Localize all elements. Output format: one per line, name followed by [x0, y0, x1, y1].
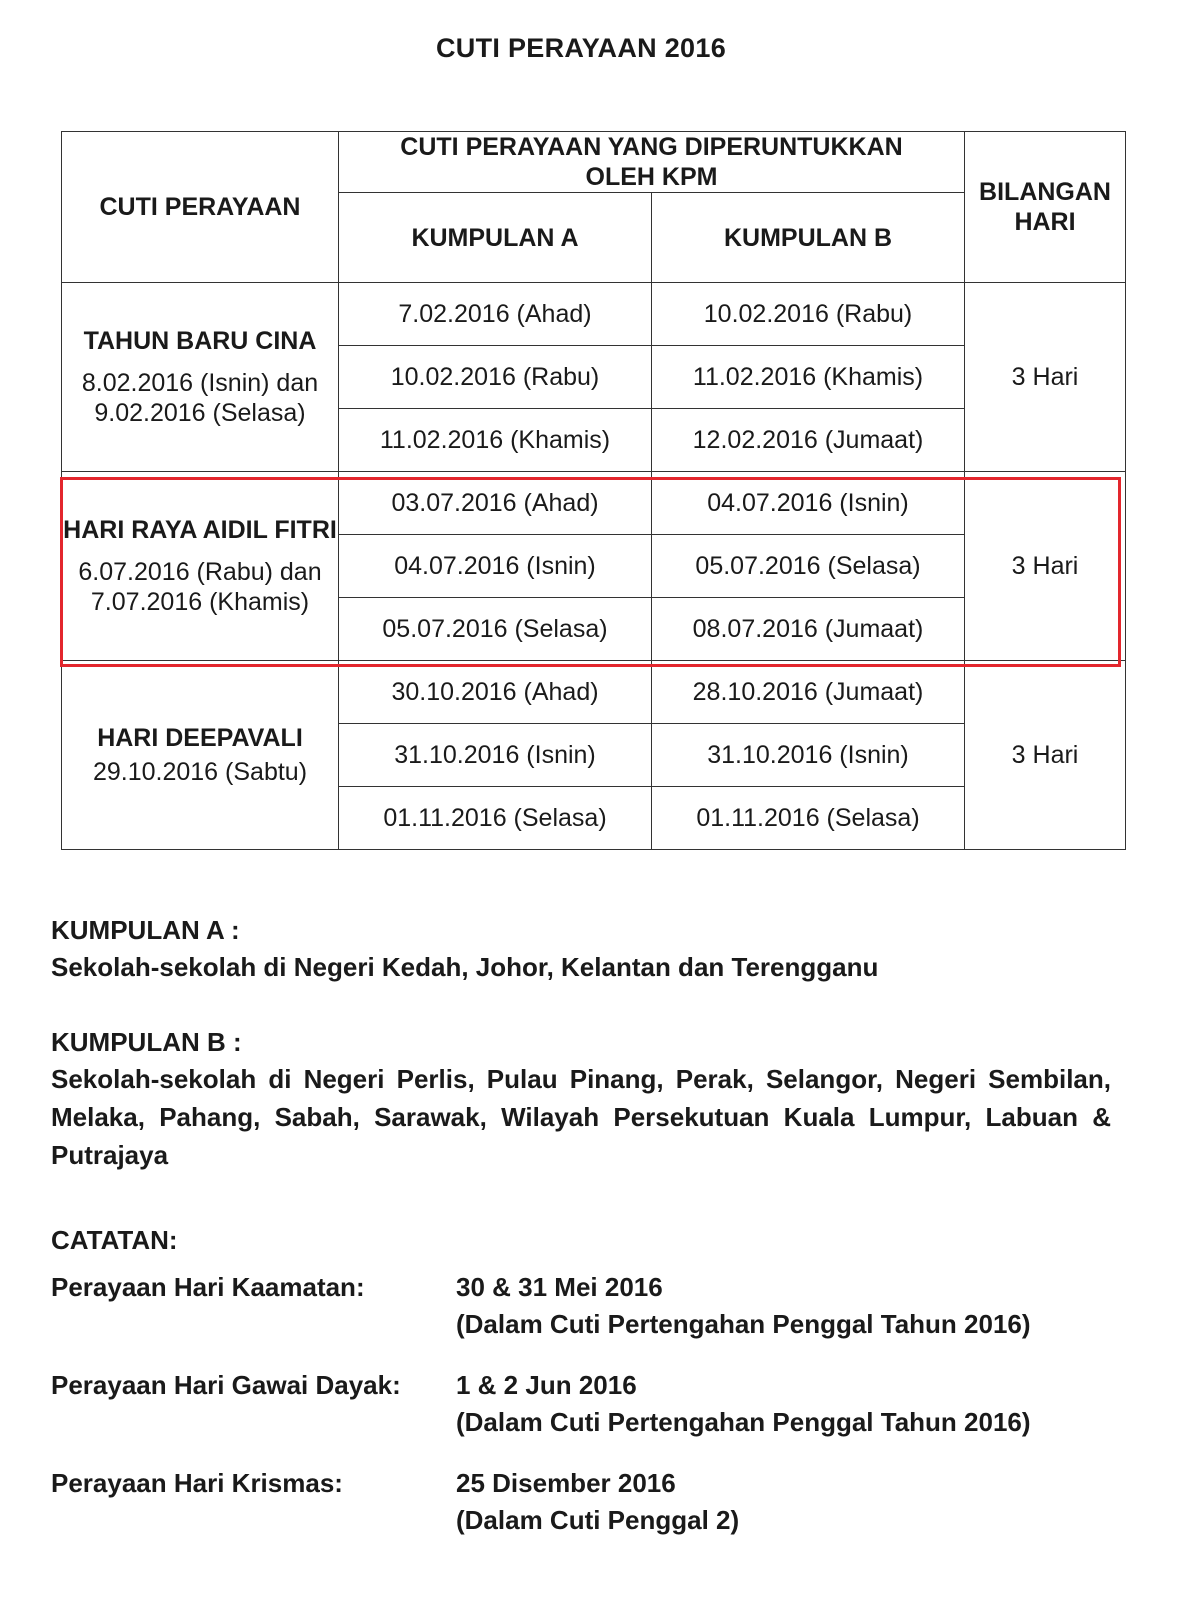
days-count: 3 Hari [965, 283, 1126, 472]
table-row [62, 472, 1126, 535]
festival-date: 6.07.2016 (Rabu) dan [78, 558, 322, 586]
group-a-date: 10.02.2016 (Rabu) [339, 346, 652, 409]
note-date: 30 & 31 Mei 2016 [456, 1272, 663, 1302]
header-festival: CUTI PERAYAAN [62, 132, 339, 283]
festival-date: 8.02.2016 (Isnin) dan [81, 369, 319, 397]
note-label: Perayaan Hari Krismas: [51, 1468, 343, 1498]
group-a-date: 03.07.2016 (Ahad) [339, 472, 652, 535]
festival-date: 29.10.2016 (Sabtu) [92, 758, 308, 786]
header-group-a: KUMPULAN A [339, 193, 652, 283]
festival-cell [62, 283, 339, 472]
header-group-b: KUMPULAN B [652, 193, 965, 283]
days-count: 3 Hari [965, 661, 1126, 850]
notes-heading [51, 1222, 178, 1258]
header-days: BILANGAN HARI [965, 132, 1126, 283]
note-label: Perayaan Hari Kaamatan: [51, 1272, 365, 1302]
group-a-date: 05.07.2016 (Selasa) [339, 598, 652, 661]
group-b-date: 28.10.2016 (Jumaat) [652, 661, 965, 724]
days-count: 3 Hari [965, 472, 1126, 661]
note-date: 1 & 2 Jun 2016 [456, 1370, 637, 1400]
page-title: CUTI PERAYAAN 2016 [435, 33, 727, 63]
notes-heading-text: CATATAN: [51, 1225, 178, 1255]
group-b-date: 10.02.2016 (Rabu) [652, 283, 965, 346]
note-detail: (Dalam Cuti Penggal 2) [456, 1505, 740, 1535]
festival-cell [62, 472, 339, 661]
note-date: 25 Disember 2016 [456, 1468, 676, 1498]
holiday-table [61, 131, 1126, 850]
group-a-body: Sekolah-sekolah di Negeri Kedah, Johor, Kelantan dan Terengganu [51, 952, 879, 982]
group-a-heading: KUMPULAN A : [51, 915, 240, 945]
group-b-date: 01.11.2016 (Selasa) [652, 787, 965, 850]
group-b-heading: KUMPULAN B : [51, 1027, 242, 1057]
group-b-body: Sekolah-sekolah di Negeri Perlis, Pulau Pinang, Perak, Selangor, Negeri Sembilan, Melaka, Pahang, Sabah, Sarawak, Wilayah Persekutuan Kuala Lumpur, Labuan & Putrajaya [51, 1064, 1111, 1170]
group-a-date: 31.10.2016 (Isnin) [339, 724, 652, 787]
group-a-date: 04.07.2016 (Isnin) [339, 535, 652, 598]
group-b-date: 08.07.2016 (Jumaat) [652, 598, 965, 661]
festival-date: 7.07.2016 (Khamis) [90, 588, 310, 616]
header-allocated: CUTI PERAYAAN YANG DIPERUNTUKKAN OLEH KPM [339, 132, 965, 193]
table-header-row [62, 132, 1126, 193]
festival-cell [62, 661, 339, 850]
group-b-date: 31.10.2016 (Isnin) [652, 724, 965, 787]
group-b-date: 11.02.2016 (Khamis) [652, 346, 965, 409]
table-row [62, 661, 1126, 724]
group-b-note [51, 1024, 1111, 1174]
group-b-date: 05.07.2016 (Selasa) [652, 535, 965, 598]
group-b-date: 04.07.2016 (Isnin) [652, 472, 965, 535]
festival-name: HARI DEEPAVALI [97, 724, 303, 752]
note-label: Perayaan Hari Gawai Dayak: [51, 1370, 401, 1400]
group-a-date: 01.11.2016 (Selasa) [339, 787, 652, 850]
group-b-date: 12.02.2016 (Jumaat) [652, 409, 965, 472]
table-row [62, 283, 1126, 346]
group-a-date: 30.10.2016 (Ahad) [339, 661, 652, 724]
group-a-note [51, 912, 1111, 986]
group-a-date: 11.02.2016 (Khamis) [339, 409, 652, 472]
festival-name: HARI RAYA AIDIL FITRI [63, 516, 337, 544]
note-detail: (Dalam Cuti Pertengahan Penggal Tahun 2016) [456, 1407, 1031, 1437]
festival-name: TAHUN BARU CINA [83, 327, 317, 355]
festival-date: 9.02.2016 (Selasa) [94, 399, 306, 427]
group-a-date: 7.02.2016 (Ahad) [339, 283, 652, 346]
note-detail: (Dalam Cuti Pertengahan Penggal Tahun 2016) [456, 1309, 1031, 1339]
